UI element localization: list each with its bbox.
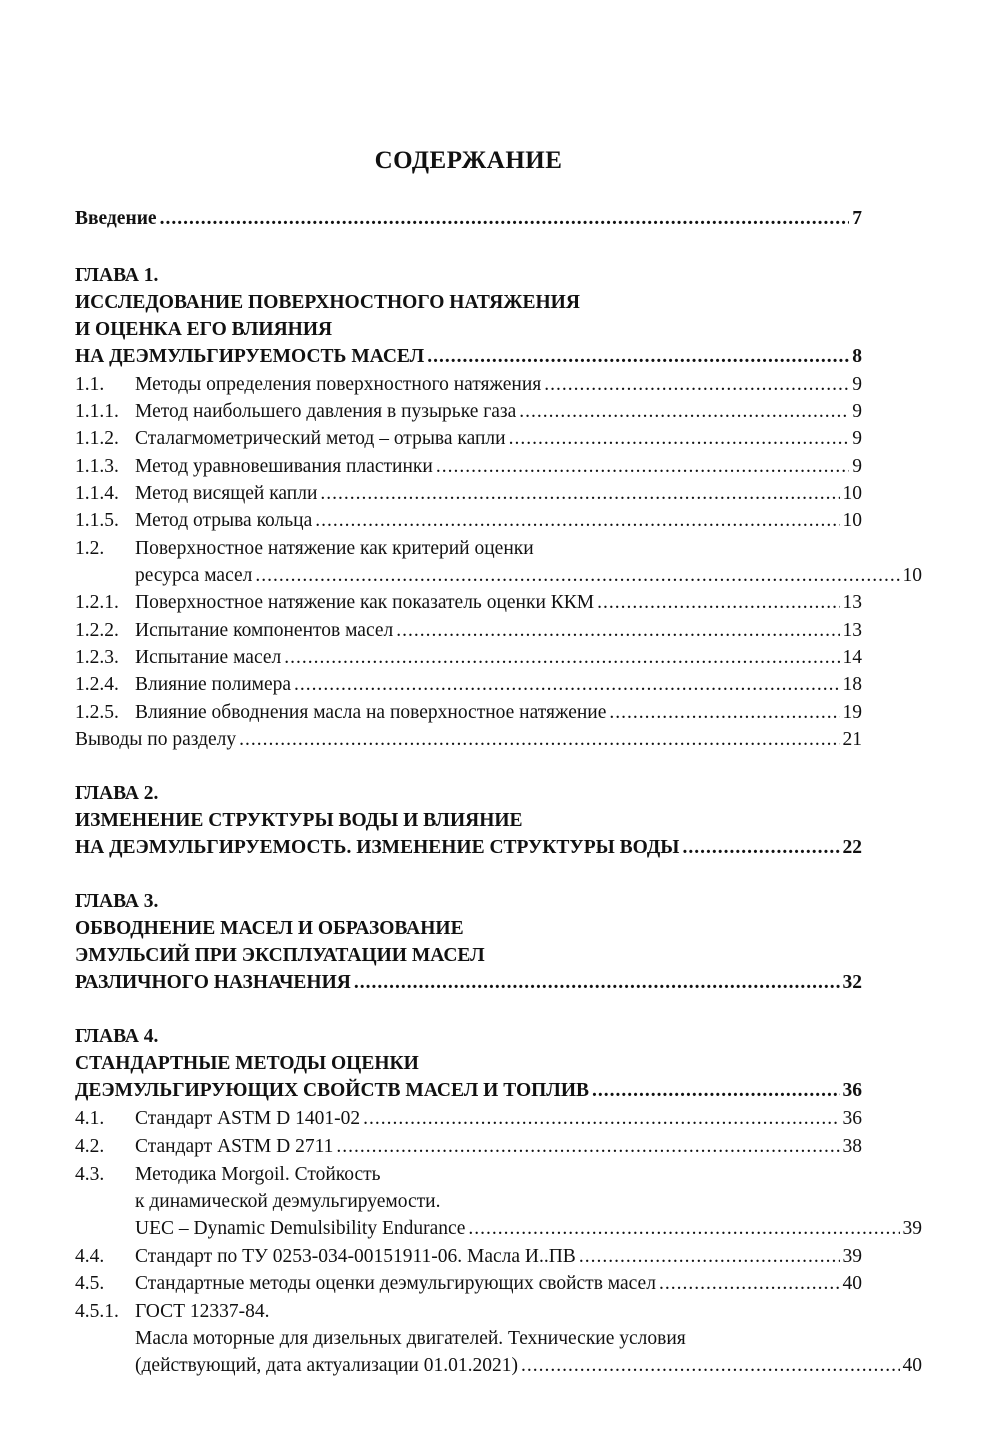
toc-entry-number: 4.1. (75, 1108, 105, 1129)
toc-page-number: 14 (842, 647, 862, 668)
chapter-4-heading: ГЛАВА 4. (75, 1026, 159, 1047)
toc-entry[interactable] (75, 1243, 862, 1271)
toc-entry-continued (75, 1325, 922, 1353)
toc-entry-number: 1.1.5. (75, 510, 119, 531)
leader-dots (239, 726, 839, 754)
toc-entry-label: ГОСТ 12337-84. (135, 1301, 270, 1322)
toc-entry[interactable] (75, 699, 862, 727)
toc-entry-label: Методика Morgoil. Стойкость (135, 1164, 381, 1185)
toc-page-number: 10 (842, 483, 862, 504)
toc-entry-chapter-2[interactable] (75, 834, 862, 862)
toc-page-number: 9 (852, 401, 862, 422)
toc-entry[interactable] (75, 398, 862, 426)
toc-entry-label: Влияние обводнения масла на поверхностное натяжение (135, 702, 607, 723)
toc-entry-number: 1.2.4. (75, 674, 119, 695)
toc-entry-continued[interactable] (75, 1215, 922, 1243)
chapter-3-title-line: РАЗЛИЧНОГО НАЗНАЧЕНИЯ (75, 972, 351, 993)
chapter-4-title-line: СТАНДАРТНЫЕ МЕТОДЫ ОЦЕНКИ (75, 1053, 419, 1074)
toc-entry[interactable] (75, 453, 862, 481)
toc-page-number: 21 (842, 729, 862, 750)
toc-entry-label: Стандарт ASTM D 2711 (135, 1136, 334, 1157)
toc-page-number: 10 (902, 565, 922, 586)
page-title: СОДЕРЖАНИЕ (374, 147, 563, 174)
toc-entry-number: 1.1.1. (75, 401, 119, 422)
leader-dots (427, 343, 849, 371)
leader-dots (597, 589, 839, 617)
toc-entry-label: Введение (75, 208, 157, 229)
toc-entry-chapter-4[interactable] (75, 1077, 862, 1105)
toc-page-number: 9 (852, 456, 862, 477)
leader-dots (592, 1077, 840, 1105)
toc-page-number: 9 (852, 374, 862, 395)
toc-entry[interactable] (75, 1298, 862, 1326)
leader-dots (320, 480, 839, 508)
toc-page-number: 13 (842, 592, 862, 613)
toc-entry[interactable] (75, 671, 862, 699)
chapter-2-heading: ГЛАВА 2. (75, 783, 159, 804)
toc-entry-label: Испытание компонентов масел (135, 620, 394, 641)
toc-entry-label: Масла моторные для дизельных двигателей. Технические условия (135, 1328, 686, 1349)
toc-entry-number: 1.1.4. (75, 483, 119, 504)
toc-entry[interactable] (75, 644, 862, 672)
toc-page-number: 10 (842, 510, 862, 531)
chapter-1-title-line: НА ДЕЭМУЛЬГИРУЕМОСТЬ МАСЕЛ (75, 346, 425, 367)
toc-entry-chapter-3[interactable] (75, 969, 862, 997)
toc-entry[interactable] (75, 425, 862, 453)
toc-entry-number: 1.2.2. (75, 620, 119, 641)
chapter-2-title-line: ИЗМЕНЕНИЕ СТРУКТУРЫ ВОДЫ И ВЛИЯНИЕ (75, 810, 523, 831)
toc-entry-label: Метод наибольшего давления в пузырьке газа (135, 401, 517, 422)
leader-dots (436, 453, 849, 481)
toc-page-number: 36 (842, 1108, 862, 1129)
toc-page-number: 7 (852, 208, 862, 229)
leader-dots (363, 1105, 839, 1133)
leader-dots (284, 644, 839, 672)
toc-entry[interactable] (75, 371, 862, 399)
toc-entry-number: 1.2.3. (75, 647, 119, 668)
toc-page-number: 39 (842, 1246, 862, 1267)
toc-page-number: 40 (842, 1273, 862, 1294)
toc-entry-label: Стандарт по ТУ 0253-034-00151911-06. Масла И..ПВ (135, 1246, 576, 1267)
toc-entry[interactable] (75, 1105, 862, 1133)
toc-entry-conclusions[interactable] (75, 726, 862, 754)
toc-entry-label: Выводы по разделу (75, 729, 237, 750)
chapter-4-title-line: ДЕЭМУЛЬГИРУЮЩИХ СВОЙСТВ МАСЕЛ И ТОПЛИВ (75, 1080, 589, 1101)
toc-page-number: 32 (842, 972, 862, 993)
toc-entry-number: 4.2. (75, 1136, 105, 1157)
leader-dots (336, 1133, 839, 1161)
leader-dots (519, 398, 849, 426)
toc-entry-label: Метод висящей капли (135, 483, 318, 504)
chapter-3-heading: ГЛАВА 3. (75, 891, 159, 912)
toc-entry-number: 1.2.1. (75, 592, 119, 613)
leader-dots (396, 617, 839, 645)
toc-page-number: 22 (842, 837, 862, 858)
leader-dots (659, 1270, 840, 1298)
toc-entry-continued[interactable] (75, 562, 922, 590)
toc-entry[interactable] (75, 480, 862, 508)
chapter-1-title-line: ИССЛЕДОВАНИЕ ПОВЕРХНОСТНОГО НАТЯЖЕНИЯ (75, 292, 580, 313)
chapter-1-title-line: И ОЦЕНКА ЕГО ВЛИЯНИЯ (75, 319, 333, 340)
toc-page-number: 39 (902, 1218, 922, 1239)
toc-entry-label: Поверхностное натяжение как показатель оценки ККМ (135, 592, 595, 613)
chapter-3-title-line: ЭМУЛЬСИЙ ПРИ ЭКСПЛУАТАЦИИ МАСЕЛ (75, 945, 485, 966)
toc-entry-number: 1.1. (75, 374, 105, 395)
toc-page-number: 36 (842, 1080, 862, 1101)
toc-entry[interactable] (75, 1270, 862, 1298)
leader-dots (509, 425, 850, 453)
toc-page-number: 19 (842, 702, 862, 723)
toc-entry-number: 4.5. (75, 1273, 105, 1294)
toc-entry-label: Сталагмометрический метод – отрыва капли (135, 428, 506, 449)
leader-dots (682, 834, 839, 862)
toc-entry-number: 4.4. (75, 1246, 105, 1267)
leader-dots (255, 562, 899, 590)
toc-page-number: 18 (842, 674, 862, 695)
leader-dots (609, 699, 839, 727)
toc-page-number: 8 (852, 346, 862, 367)
toc-entry[interactable] (75, 589, 862, 617)
chapter-1-heading: ГЛАВА 1. (75, 265, 159, 286)
toc-entry-label: Стандарт ASTM D 1401-02 (135, 1108, 361, 1129)
toc-entry[interactable] (75, 1161, 862, 1189)
leader-dots (354, 969, 840, 997)
leader-dots (579, 1243, 840, 1271)
toc-entry-intro[interactable] (75, 205, 862, 233)
toc-entry-label: Поверхностное натяжение как критерий оценки (135, 538, 534, 559)
chapter-3-title-line: ОБВОДНЕНИЕ МАСЕЛ И ОБРАЗОВАНИЕ (75, 918, 464, 939)
toc-entry-label: UEC – Dynamic Demulsibility Endurance (135, 1218, 466, 1239)
toc-entry-number: 4.3. (75, 1164, 105, 1185)
toc-entry-number: 4.5.1. (75, 1301, 119, 1322)
leader-dots (468, 1215, 899, 1243)
toc-entry-label: (действующий, дата актуализации 01.01.2021) (135, 1355, 518, 1376)
toc-entry-number: 1.2. (75, 538, 105, 559)
chapter-2-title-line: НА ДЕЭМУЛЬГИРУЕМОСТЬ. ИЗМЕНЕНИЕ СТРУКТУРЫ ВОДЫ (75, 837, 680, 858)
toc-entry-continued[interactable] (75, 1352, 922, 1380)
toc-entry-continued (75, 1188, 922, 1216)
toc-entry-label: Стандартные методы оценки деэмульгирующих свойств масел (135, 1273, 656, 1294)
toc-entry-label: Влияние полимера (135, 674, 292, 695)
toc-entry-number: 1.1.2. (75, 428, 119, 449)
toc-entry[interactable] (75, 617, 862, 645)
toc-page-number: 9 (852, 428, 862, 449)
toc-entry[interactable] (75, 507, 862, 535)
leader-dots (544, 371, 849, 399)
leader-dots (315, 507, 839, 535)
toc-entry[interactable] (75, 535, 862, 563)
toc-entry-label: Метод отрыва кольца (135, 510, 313, 531)
toc-entry-label: Метод уравновешивания пластинки (135, 456, 433, 477)
toc-entry-number: 1.2.5. (75, 702, 119, 723)
toc-page-number: 13 (842, 620, 862, 641)
toc-entry[interactable] (75, 1133, 862, 1161)
toc-entry-label: к динамической деэмульгируемости. (135, 1191, 441, 1212)
toc-page-number: 40 (902, 1355, 922, 1376)
toc-entry-label: Методы определения поверхностного натяжения (135, 374, 542, 395)
toc-entry-number: 1.1.3. (75, 456, 119, 477)
toc-entry-chapter-1[interactable] (75, 343, 862, 371)
toc-entry-label: Испытание масел (135, 647, 282, 668)
leader-dots (521, 1352, 900, 1380)
toc-page-number: 38 (842, 1136, 862, 1157)
leader-dots (160, 205, 850, 233)
leader-dots (294, 671, 839, 699)
toc-entry-label: ресурса масел (135, 565, 253, 586)
